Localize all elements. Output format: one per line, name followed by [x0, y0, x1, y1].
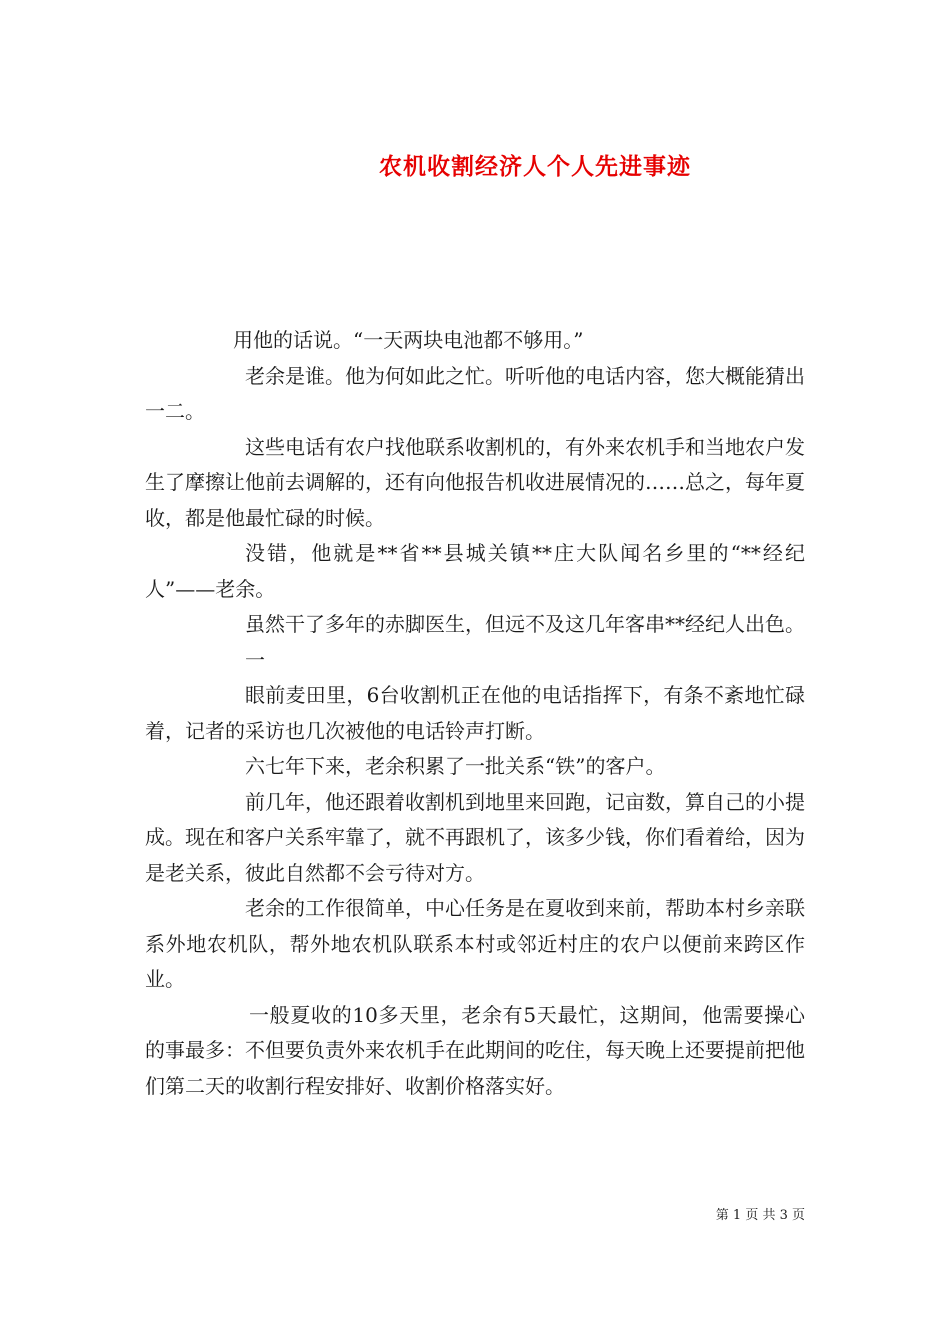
- paragraph: 老余是谁。他为何如此之忙。听听他的电话内容，您大概能猜出一二。: [145, 363, 805, 423]
- paragraph: 前几年，他还跟着收割机到地里来回跑，记亩数，算自己的小提成。现在和客户关系牢靠了，就不再跟机了，该多少钱，你们看着给，因为是老关系，彼此自然都不会亏待对方。: [145, 789, 805, 885]
- paragraph: 老余的工作很简单，中心任务是在夏收到来前，帮助本村乡亲联系外地农机队，帮外地农机队联系本村或邻近村庄的农户以便前来跨区作业。: [145, 896, 805, 991]
- paragraph: 六七年下来，老余积累了一批关系“铁”的客户。: [245, 754, 666, 778]
- page-title: 农机收割经济人个人先进事迹: [379, 153, 691, 181]
- page-footer: 第 1 页 共 3 页: [715, 1208, 805, 1223]
- paragraph: 虽然干了多年的赤脚医生，但远不及这几年客串**经纪人出色。: [245, 612, 805, 636]
- paragraph: 用他的话说。“一天两块电池都不够用。”: [233, 328, 584, 352]
- document-body: [145, 323, 805, 1104]
- paragraph: 一般夏收的10多天里，老余有5天最忙，这期间，他需要操心的事最多：不但要负责外来农机手在此期间的吃住，每天晚上还要提前把他们第二天的收割行程安排好、收割价格落实好。: [145, 1002, 805, 1098]
- section-number: 一: [245, 647, 265, 672]
- paragraph: 眼前麦田里，6台收割机正在他的电话指挥下，有条不紊地忙碌着，记者的采访也几次被他的电话铃声打断。: [145, 683, 805, 743]
- paragraph: 没错，他就是**省**县城关镇**庄大队闻名乡里的“**经纪人”——老余。: [145, 541, 805, 601]
- paragraph: 这些电话有农户找他联系收割机的，有外来农机手和当地农户发生了摩擦让他前去调解的，还有向他报告机收进展情况的……总之，每年夏收，都是他最忙碌的时候。: [145, 434, 805, 530]
